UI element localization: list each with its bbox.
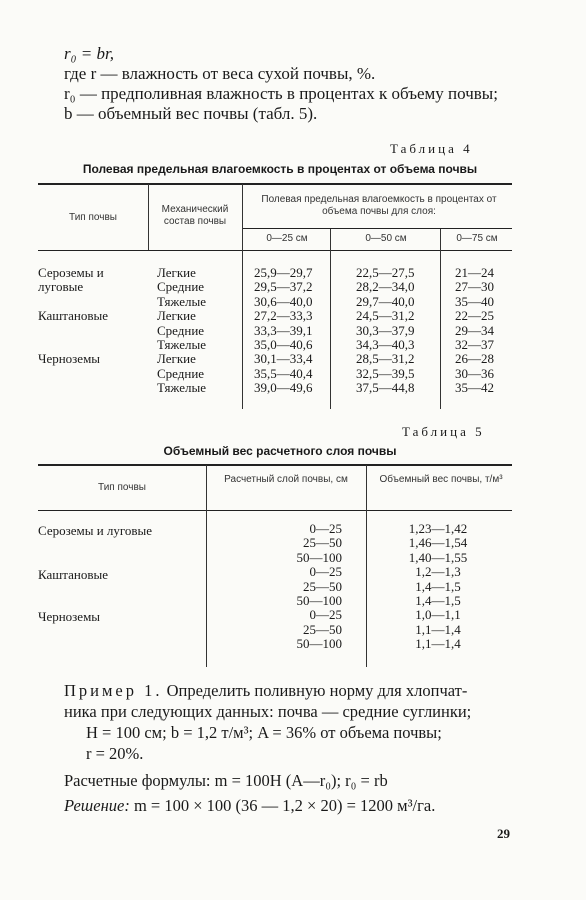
table4-layer25-column [254, 266, 313, 396]
example-line [64, 680, 526, 701]
table4-layer50-column [356, 266, 415, 396]
table4-cell: 25,9—29,7 [254, 265, 313, 280]
table5-cell: 50—100 [296, 636, 342, 652]
solution-label: Решение: [64, 796, 130, 815]
table5-header-weight: Объемный вес почвы, т/м³ [379, 474, 503, 485]
table4-cell: Тяжелые [157, 293, 206, 309]
table5-cell: 0—25 [309, 521, 342, 536]
table5-cell: 25—50 [303, 621, 342, 637]
table5-cell: 1,2—1,3 [415, 564, 461, 580]
table4-cell: Легкие [157, 265, 196, 280]
table5-cell: 0—25 [309, 607, 342, 623]
table4-top-rule [38, 183, 512, 185]
table4-cell: 28,5—31,2 [356, 351, 415, 367]
table5-soil-chestnut: Каштановые [38, 567, 108, 582]
table4-title: Полевая предельная влагоемкость в процентах от объема почвы [82, 162, 478, 176]
table4-header-mech: Механический состав почвы [161, 204, 229, 227]
table4-cell: 32—37 [455, 336, 494, 352]
table5-cell: 1,46—1,54 [408, 535, 468, 551]
table5-cell: 1,40—1,55 [408, 549, 468, 565]
table4-cell: 39,0—49,6 [254, 380, 313, 396]
table4-cell: 37,5—44,8 [356, 380, 415, 396]
table4-cell: 32,5—39,5 [356, 365, 415, 381]
table5-weight-column [392, 522, 484, 652]
formula-r0: r₀ = br, [64, 44, 114, 63]
definition-r: где r — влажность от веса сухой почвы, %. [64, 64, 376, 83]
table5-soil-serozem: Сероземы и луговые [38, 523, 153, 538]
example-line: H = 100 см; b = 1,2 т/м³; A = 36% от объема почвы; [86, 723, 442, 742]
table4-divider [440, 229, 441, 409]
table4-soil-serozem: Сероземы и луговые [38, 265, 104, 295]
definition-b: b — объемный вес почвы (табл. 5). [64, 104, 318, 123]
table5-divider [366, 465, 367, 667]
table4-cell: 29,7—40,0 [356, 293, 415, 309]
table4-cell: 26—28 [455, 351, 494, 367]
table5-cell: 50—100 [296, 549, 342, 565]
table4-soil-chernozem: Черноземы [38, 351, 101, 366]
table4-cell: 27,2—33,3 [254, 308, 313, 324]
table4-header-soil-type: Тип почвы [69, 212, 117, 223]
table4-mech-column [157, 266, 206, 396]
table4-header-layer-75: 0—75 см [456, 233, 498, 244]
table5-header-soil-type: Тип почвы [98, 482, 146, 493]
page-number: 29 [497, 826, 510, 841]
table4-cell: 29,5—37,2 [254, 279, 313, 295]
table4-cell: Легкие [157, 351, 196, 367]
table4-cell: 35—42 [455, 380, 494, 396]
table4-cell: 35,5—40,4 [254, 365, 313, 381]
table4-cell: 21—24 [455, 265, 494, 280]
table5-title: Объемный вес расчетного слоя почвы [163, 444, 397, 458]
solution-line [64, 795, 526, 816]
example-section [64, 680, 526, 816]
table4-cell: 30,3—37,9 [356, 322, 415, 338]
table4-cell: Тяжелые [157, 380, 206, 396]
table4-divider [148, 184, 149, 250]
table4-cell: 30,1—33,4 [254, 351, 313, 367]
table4-caption: Таблица 4 [390, 141, 473, 156]
table4-soil-chestnut: Каштановые [38, 308, 108, 323]
example-line: r = 20%. [86, 744, 144, 763]
table5-cell: 25—50 [303, 578, 342, 594]
example-line: ника при следующих данных: почва — средние суглинки; [64, 702, 472, 721]
table4-cell: 35—40 [455, 293, 494, 309]
table5-cell: 0—25 [309, 564, 342, 580]
table5-caption: Таблица 5 [402, 424, 485, 439]
intro-formulas [64, 44, 524, 124]
table5-cell: 1,4—1,5 [415, 592, 461, 608]
table4-cell: 34,3—40,3 [356, 336, 415, 352]
table5-cell: 1,4—1,5 [415, 578, 461, 594]
table5-header-rule [38, 510, 512, 511]
table4-divider [330, 229, 331, 409]
table5-top-rule [38, 464, 512, 466]
solution-text: m = 100 × 100 (36 — 1,2 × 20) = 1200 м³/га. [133, 796, 436, 815]
calc-formulas: Расчетные формулы: m = 100H (A—r₀); r₀ = rb [64, 771, 388, 790]
table4-cell: 30—36 [455, 365, 494, 381]
table5-divider [206, 465, 207, 667]
definition-r0: r₀ — предполивная влажность в процентах к объему почвы; [64, 84, 498, 103]
table4-header-layer-25: 0—25 см [266, 233, 308, 244]
table4-cell: Тяжелые [157, 336, 206, 352]
table4-header-layer-50: 0—50 см [365, 233, 407, 244]
table4-cell: 22,5—27,5 [356, 265, 415, 280]
table5-cell: 50—100 [296, 592, 342, 608]
table5-cell: 1,1—1,4 [415, 636, 461, 652]
table4-cell: 30,6—40,0 [254, 293, 313, 309]
table4-header-capacity: Полевая предельная влагоемкость в процентах от объема почвы для слоя: [261, 194, 497, 217]
example-text: Определить поливную норму для хлопчат- [166, 681, 468, 700]
table4-cell: 27—30 [455, 279, 494, 295]
table4-cell: Средние [157, 365, 205, 381]
table4-divider [242, 184, 243, 409]
table5-soil-chernozem: Черноземы [38, 609, 101, 624]
table5-cell: 1,1—1,4 [415, 621, 461, 637]
table4-cell: 35,0—40,6 [254, 336, 313, 352]
table4-cell: 24,5—31,2 [356, 308, 415, 324]
table4-cell: 33,3—39,1 [254, 322, 313, 338]
table4-header-midrule [242, 228, 512, 229]
table4-cell: 29—34 [455, 322, 494, 338]
table5-cell: 1,0—1,1 [415, 607, 461, 623]
table5-header-layer: Расчетный слой почвы, см [224, 474, 348, 485]
table4-layer75-column [455, 266, 494, 396]
table5-cell: 25—50 [303, 535, 342, 551]
table4-cell: Средние [157, 322, 205, 338]
table4-cell: Средние [157, 279, 205, 295]
table5-cell: 1,23—1,42 [408, 521, 468, 536]
table5-layer-column [230, 522, 342, 652]
table4-cell: 28,2—34,0 [356, 279, 415, 295]
example-label: Пример 1. [64, 681, 163, 700]
table4-cell: 22—25 [455, 308, 494, 324]
table4-cell: Легкие [157, 308, 196, 324]
